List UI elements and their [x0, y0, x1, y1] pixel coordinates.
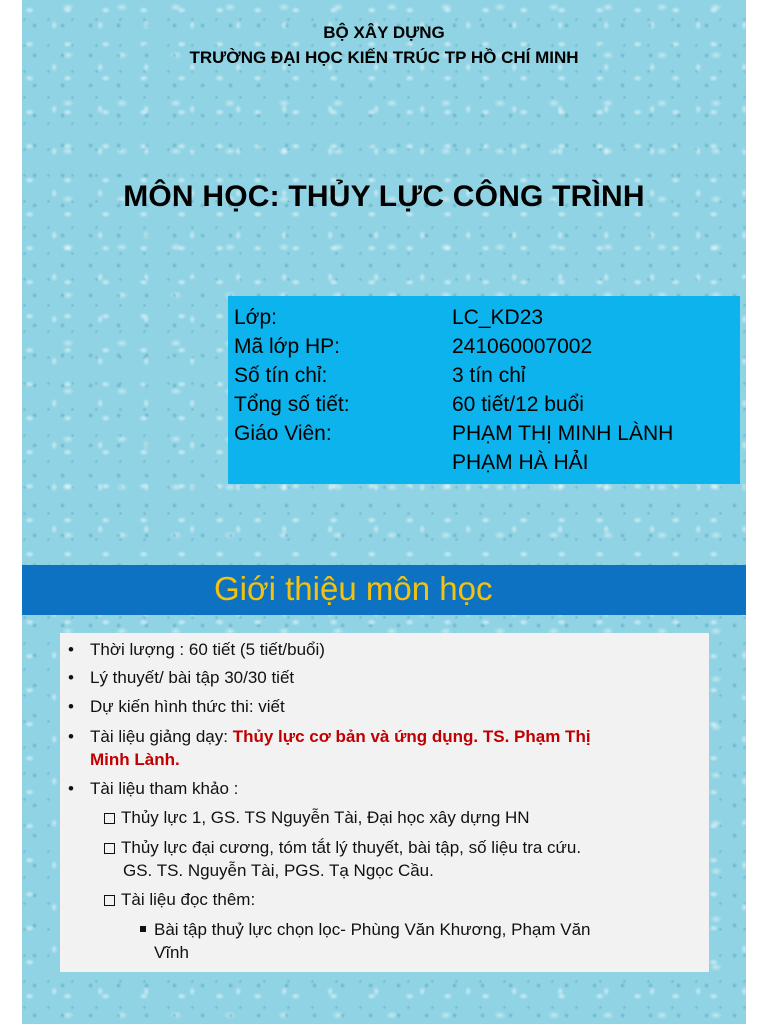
periods-value: 60 tiết/12 buổi	[452, 393, 584, 416]
teacher-1: PHẠM THỊ MINH LÀNH	[452, 422, 674, 445]
list-item: • Dự kiến hình thức thi: viết	[68, 697, 285, 716]
sub-reference-item: Bài tập thuỷ lực chọn lọc- Phùng Văn Khương, Phạm Văn	[140, 919, 591, 941]
credits-value: 3 tín chỉ	[452, 364, 526, 387]
reference-item-continuation: GS. TS. Nguyễn Tài, PGS. Tạ Ngọc Cầu.	[123, 861, 434, 880]
school-name: TRƯỜNG ĐẠI HỌC KIẾN TRÚC TP HỒ CHÍ MINH	[189, 48, 579, 67]
bullet-dot: •	[68, 668, 74, 687]
reference-item: Tài liệu đọc thêm:	[104, 889, 255, 911]
list-item: • Tài liệu giảng dạy: Thủy lực cơ bản và ứng dụng. TS. Phạm Thị	[68, 727, 591, 746]
section-title: Giới thiệu môn học	[214, 570, 493, 607]
bullet-dot: •	[68, 727, 74, 746]
course-title: MÔN HỌC: THỦY LỰC CÔNG TRÌNH	[123, 180, 645, 213]
credits-label: Số tín chỉ:	[234, 364, 328, 387]
checkbox-square-icon	[104, 895, 115, 906]
bullet-dot: •	[68, 779, 74, 798]
section-banner	[22, 565, 746, 615]
list-item: • Tài liệu tham khảo :	[68, 779, 239, 798]
reference-item: Thủy lực 1, GS. TS Nguyễn Tài, Đại học xây dựng HN	[104, 807, 530, 829]
code-label: Mã lớp HP:	[234, 335, 340, 358]
periods-label: Tổng số tiết:	[234, 393, 350, 416]
bullet-dot: •	[68, 697, 74, 716]
list-item: • Thời lượng : 60 tiết (5 tiết/buổi)	[68, 640, 325, 659]
class-value: LC_KD23	[452, 306, 544, 329]
textbook-title: Thủy lực cơ bản và ứng dụng. TS. Phạm Thị	[232, 727, 591, 746]
sub-reference-item-continuation: Vĩnh	[154, 943, 189, 962]
course-info-box	[228, 296, 740, 484]
list-item-continuation: Minh Lành.	[90, 750, 180, 769]
bullet-dot: •	[68, 640, 74, 659]
ministry-name: BỘ XÂY DỰNG	[323, 23, 445, 42]
course-intro-content	[60, 633, 709, 972]
teacher-2: PHẠM HÀ HẢI	[452, 451, 589, 474]
reference-item: Thủy lực đại cương, tóm tắt lý thuyết, bài tập, số liệu tra cứu.	[104, 837, 581, 859]
checkbox-square-icon	[104, 843, 115, 854]
class-label: Lớp:	[234, 306, 277, 329]
square-bullet-icon	[140, 926, 146, 932]
checkbox-square-icon	[104, 813, 115, 824]
code-value: 241060007002	[452, 335, 593, 358]
list-item: • Lý thuyết/ bài tập 30/30 tiết	[68, 668, 295, 687]
teacher-label: Giáo Viên:	[234, 422, 332, 445]
